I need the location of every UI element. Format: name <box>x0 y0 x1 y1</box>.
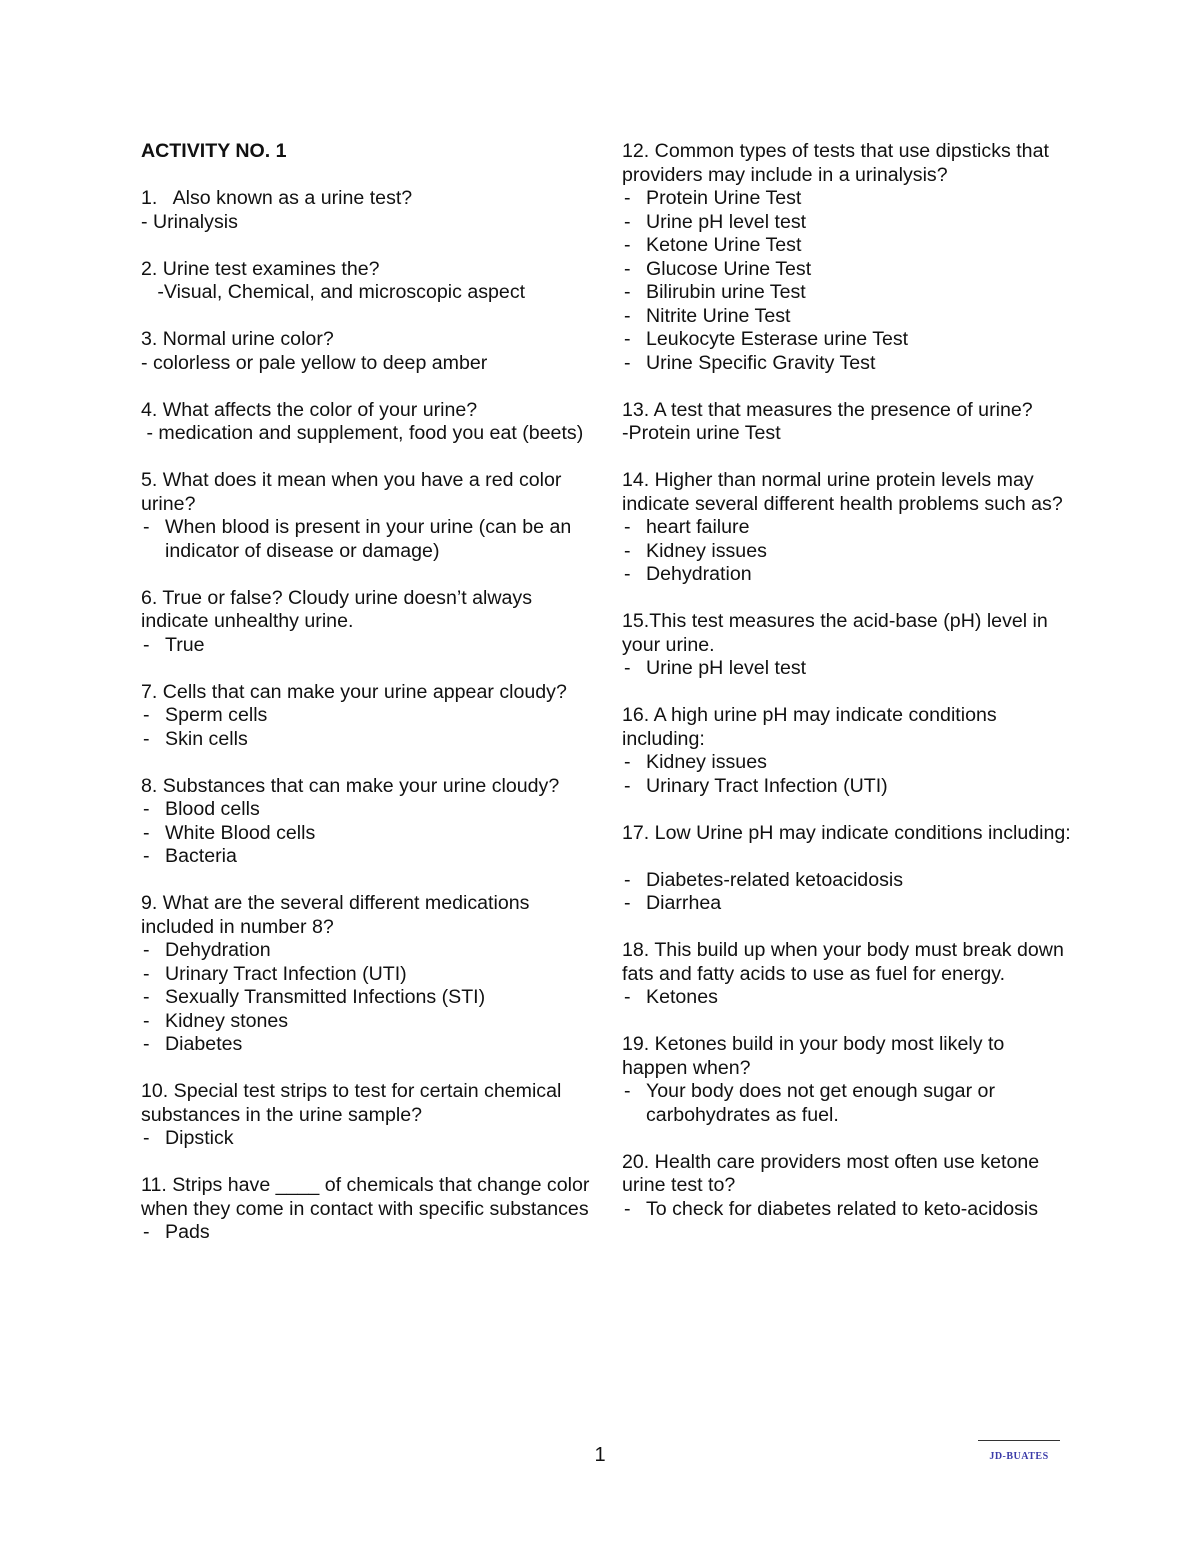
answer-item: - Your body does not get enough sugar or carbohydrates as fuel. <box>622 1080 1072 1127</box>
question-8 <box>141 775 591 869</box>
answer-item: - Urine Specific Gravity Test <box>622 352 1072 376</box>
answer-item: - Dipstick <box>141 1127 591 1151</box>
answer-item: - Protein Urine Test <box>622 187 1072 211</box>
answer-item: - heart failure <box>622 516 1072 540</box>
answer-list <box>141 1221 591 1245</box>
answer-list <box>622 187 1072 375</box>
answer-list <box>622 1080 1072 1127</box>
question-7 <box>141 681 591 752</box>
answer-item: - Blood cells <box>141 798 591 822</box>
activity-title: ACTIVITY NO. 1 <box>141 140 287 162</box>
answer-list <box>622 657 1072 681</box>
answer-item: - Leukocyte Esterase urine Test <box>622 328 1072 352</box>
question-1 <box>141 187 591 234</box>
answer-item: - Dehydration <box>622 563 1072 587</box>
question-text: 7. Cells that can make your urine appear cloudy? <box>141 680 567 703</box>
answer-item: - Ketones <box>622 986 1072 1010</box>
question-text: 6. True or false? Cloudy urine doesn’t always indicate unhealthy urine. <box>141 586 532 632</box>
answer-item: - Glucose Urine Test <box>622 258 1072 282</box>
question-5 <box>141 469 591 563</box>
question-4 <box>141 399 591 446</box>
question-text: 12. Common types of tests that use dipsticks that providers may include in a urinalysis? <box>622 140 1049 186</box>
question-text: 4. What affects the color of your urine? <box>141 398 478 421</box>
answer-list <box>141 798 591 869</box>
answer-item: - Urinary Tract Infection (UTI) <box>141 963 591 987</box>
question-12 <box>622 140 1072 375</box>
question-text: 16. A high urine pH may indicate conditions including: <box>622 704 997 750</box>
answer-item: - Bilirubin urine Test <box>622 281 1072 305</box>
answer-item: - Ketone Urine Test <box>622 234 1072 258</box>
answer-item: - Diarrhea <box>622 892 1072 916</box>
answer-text: - colorless or pale yellow to deep amber <box>141 351 488 374</box>
answer-item: - Pads <box>141 1221 591 1245</box>
blank-line <box>622 845 1072 869</box>
answer-list <box>622 869 1072 916</box>
question-9 <box>141 892 591 1057</box>
answer-list <box>622 986 1072 1010</box>
answer-item: - Urine pH level test <box>622 211 1072 235</box>
answer-list <box>622 1198 1072 1222</box>
answer-text: -Visual, Chemical, and microscopic aspect <box>141 281 526 303</box>
question-15 <box>622 610 1072 681</box>
answer-item: - White Blood cells <box>141 822 591 846</box>
question-text: 20. Health care providers most often use ketone urine test to? <box>622 1150 1040 1196</box>
answer-list <box>141 939 591 1057</box>
question-text: 1. Also known as a urine test? <box>141 187 413 209</box>
answer-text: -Protein urine Test <box>622 422 781 444</box>
answer-item: - Diabetes-related ketoacidosis <box>622 869 1072 893</box>
question-6 <box>141 587 591 658</box>
question-text: 9. What are the several different medications included in number 8? <box>141 892 530 938</box>
question-19 <box>622 1033 1072 1127</box>
question-10 <box>141 1080 591 1151</box>
question-text: 5. What does it mean when you have a red color urine? <box>141 469 562 515</box>
question-text: 8. Substances that can make your urine cloudy? <box>141 774 560 797</box>
answer-item: - When blood is present in your urine (can be an indicator of disease or damage) <box>141 516 591 563</box>
answer-item: - Skin cells <box>141 728 591 752</box>
footer-rule <box>978 1440 1060 1441</box>
answer-list <box>622 751 1072 798</box>
answer-item: - Kidney stones <box>141 1010 591 1034</box>
question-18 <box>622 939 1072 1010</box>
answer-text: - medication and supplement, food you eat (beets) <box>141 422 584 444</box>
question-2 <box>141 258 591 305</box>
question-13 <box>622 399 1072 446</box>
question-3 <box>141 328 591 375</box>
left-column <box>141 140 591 1268</box>
answer-list <box>622 516 1072 587</box>
answer-item: - Kidney issues <box>622 751 1072 775</box>
answer-item: - Sperm cells <box>141 704 591 728</box>
answer-list <box>141 1127 591 1151</box>
answer-item: - True <box>141 634 591 658</box>
question-16 <box>622 704 1072 798</box>
question-text: 11. Strips have ____ of chemicals that change color when they come in contact with specific substances <box>141 1174 590 1220</box>
question-text: 2. Urine test examines the? <box>141 257 380 280</box>
question-text: 13. A test that measures the presence of urine? <box>622 398 1033 421</box>
question-14 <box>622 469 1072 587</box>
answer-item: - Dehydration <box>141 939 591 963</box>
answer-item: - Kidney issues <box>622 540 1072 564</box>
question-11 <box>141 1174 591 1245</box>
question-text: 17. Low Urine pH may indicate conditions including: <box>622 821 1071 844</box>
answer-item: - To check for diabetes related to keto-acidosis <box>622 1198 1072 1222</box>
answer-item: - Urine pH level test <box>622 657 1072 681</box>
question-text: 18. This build up when your body must break down fats and fatty acids to use as fuel for energy. <box>622 939 1064 985</box>
question-text: 14. Higher than normal urine protein levels may indicate several different health problems such as? <box>622 469 1063 515</box>
question-text: 19. Ketones build in your body most likely to happen when? <box>622 1033 1005 1079</box>
question-text: 15.This test measures the acid-base (pH) level in your urine. <box>622 610 1048 656</box>
question-text: 10. Special test strips to test for certain chemical substances in the urine sample? <box>141 1080 562 1126</box>
answer-item: - Nitrite Urine Test <box>622 305 1072 329</box>
answer-list <box>141 516 591 563</box>
answer-item: - Sexually Transmitted Infections (STI) <box>141 986 591 1010</box>
footer-watermark: JD-BUATES <box>989 1451 1049 1462</box>
right-column <box>622 140 1072 1245</box>
question-text: 3. Normal urine color? <box>141 328 334 350</box>
answer-list <box>141 704 591 751</box>
page-number: 1 <box>594 1444 606 1466</box>
answer-item: - Diabetes <box>141 1033 591 1057</box>
answer-text: - Urinalysis <box>141 210 238 233</box>
answer-item: - Bacteria <box>141 845 591 869</box>
answer-list <box>141 634 591 658</box>
question-17 <box>622 822 1072 916</box>
answer-item: - Urinary Tract Infection (UTI) <box>622 775 1072 799</box>
question-20 <box>622 1151 1072 1222</box>
